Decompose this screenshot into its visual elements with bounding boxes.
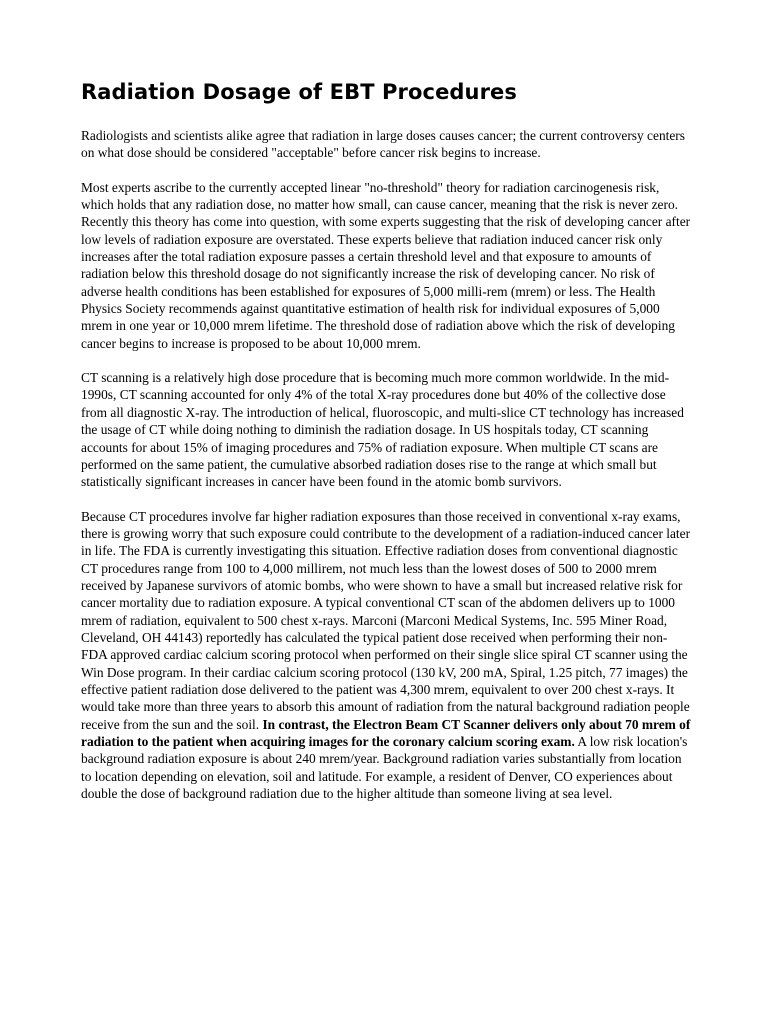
paragraph-threshold-theory: Most experts ascribe to the currently accepted linear "no-threshold" theory for radiation carcinogenesis risk, which holds that any radiation dose, no matter how small, can cause cancer, meaning that the risk is never zero. Recently this theory has come into question, with some experts suggesting that the risk of developing cancer after low levels of radiation exposure are overstated. These experts believe that radiation induced cancer risk only increases after the total radiation exposure passes a certain threshold level and that exposure to amounts of radiation below this threshold dosage do not significantly increase the risk of developing cancer. No risk of adverse health conditions has been established for exposures of 5,000 milli-rem (mrem) or less. The Health Physics Society recommends against quantitative estimation of health risk for individual exposures of 5,000 mrem in one year or 10,000 mrem lifetime. The threshold dose of radiation above which the risk of developing cancer begins to increase is proposed to be about 10,000 mrem. [81, 179, 691, 351]
document-page [81, 78, 692, 819]
paragraph-text-before-bold: Because CT procedures involve far higher radiation exposures than those received in conventional x-ray exams, there is growing worry that such exposure could contribute to the development of a radiation-induced cancer later in life. The FDA is currently investigating this situation. Effective radiation doses from conventional diagnostic CT procedures range from 100 to 4,000 millirem, not much less than the lowest doses of 500 to 2000 mrem received by Japanese survivors of atomic bombs, who were shown to have a small but increased relative risk for cancer mortality due to radiation exposure. A typical conventional CT scan of the abdomen delivers up to 1000 mrem of radiation, equivalent to 500 chest x-rays. Marconi (Marconi Medical Systems, Inc. 595 Miner Road, Cleveland, OH 44143) reportedly has calculated the typical patient dose received when performing their non-FDA approved cardiac calcium scoring protocol when performed on their single slice spiral CT scanner using the Win Dose program. In their cardiac calcium scoring protocol (130 kV, 200 mA, Spiral, 1.25 pitch, 77 images) the effective patient radiation dose delivered to the patient was 4,300 mrem, equivalent to over 200 chest x-rays. It would take more than three years to absorb this amount of radiation from the natural background radiation people receive from the sun and the soil. [81, 508, 691, 732]
paragraph-text-after-bold: A low risk location's background radiation exposure is about 240 mrem/year. Background radiation varies substantially from location to location depending on elevation, soil and latitude. For example, a resident of Denver, CO experiences about double the dose of background radiation due to the higher altitude than someone living at sea level. [81, 734, 688, 802]
paragraph-ct-scanning: CT scanning is a relatively high dose procedure that is becoming much more common worldwide. In the mid-1990s, CT scanning accounted for only 4% of the total X-ray procedures done but 40% of the collective dose from all diagnostic X-ray. The introduction of helical, fluoroscopic, and multi-slice CT technology has increased the usage of CT while doing nothing to diminish the radiation dosage. In US hospitals today, CT scanning accounts for about 15% of imaging procedures and 75% of radiation exposure. When multiple CT scans are performed on the same patient, the cumulative absorbed radiation doses rise to the range at which small but statistically significant increases in cancer have been found in the atomic bomb survivors. [81, 370, 684, 490]
document-title: Radiation Dosage of EBT Procedures [81, 80, 517, 104]
paragraph-ct-exposure [81, 508, 692, 803]
paragraph-bold-ebt-statement: In contrast, the Electron Beam CT Scanner delivers only about 70 mrem of radiation to the patient when acquiring images for the coronary calcium scoring exam. [81, 716, 691, 749]
paragraph-intro: Radiologists and scientists alike agree that radiation in large doses causes cancer; the current controversy centers on what dose should be considered "acceptable" before cancer risk begins to increase. [81, 128, 685, 161]
